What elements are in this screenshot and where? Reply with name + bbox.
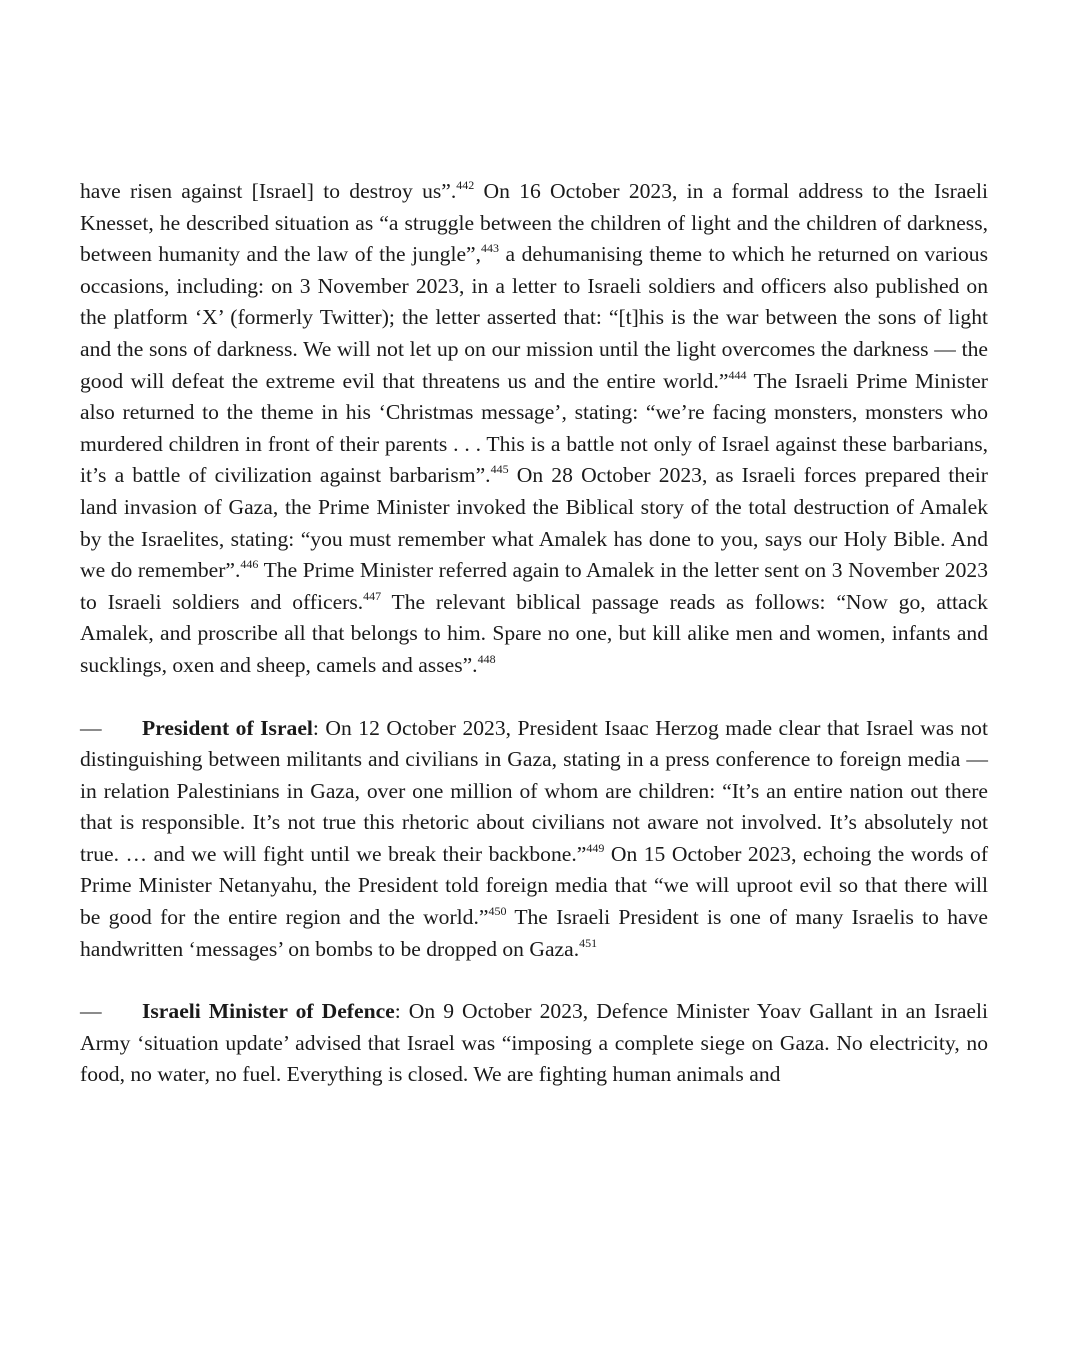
section-lead-title: President of Israel <box>142 715 313 740</box>
footnote-ref: 451 <box>579 935 598 950</box>
text-run: : On 12 October 2023, President Isaac Herzog made clear that Israel was not distinguishing between militants and civilians in Gaza, stating in a press conference to foreign media — in relation Palestinians in Gaza, over one million of whom are children: “It’s an entire nation out there that is responsible. It’s not true this rhetoric about civilians not aware not involved. It’s absolutely not true. … and we will fight until we break their backbone.” <box>80 715 988 866</box>
footnote-ref: 445 <box>490 462 509 477</box>
footnote-ref: 443 <box>481 241 500 256</box>
text-run: On 28 October 2023, as Israeli forces prepared their land invasion of Gaza, the Prime Minister invoked the Biblical story of the total destruction of Amalek by the Israelites, stating: “you must remember what Amalek has done to you, says our Holy Bible. And we do remember”. <box>80 463 988 583</box>
text-run: The relevant biblical passage reads as follows: “Now go, attack Amalek, and proscribe all that belongs to him. Spare no one, but kill alike men and women, infants and sucklings, oxen and sheep, camels and asses”. <box>80 589 988 677</box>
text-run: On 15 October 2023, echoing the words of Prime Minister Netanyahu, the President told foreign media that “we will uproot evil so that there will be good for the entire region and the world.” <box>80 841 989 930</box>
body-paragraph <box>80 996 988 1091</box>
body-paragraph <box>80 713 988 966</box>
footnote-ref: 449 <box>586 840 605 855</box>
text-run: The Israeli Prime Minister also returned to the theme in his ‘Christmas message’, stating: “we’re facing monsters, monsters who murdered children in front of their parents . . . This is a battle not only of Israel against these barbarians, it’s a battle of civilization against barbarism”. <box>80 368 988 488</box>
footnote-ref: 444 <box>728 367 747 382</box>
text-run: have risen against [Israel] to destroy us”. <box>80 179 457 203</box>
footnote-ref: 442 <box>456 178 475 192</box>
text-run: On 16 October 2023, in a formal address to the Israeli Knesset, he described situation as “a struggle between the children of light and the children of darkness, between humanity and the law of the jungle”, <box>80 179 988 267</box>
footnote-ref: 446 <box>240 557 259 572</box>
section-lead-title: Israeli Minister of Defence <box>142 999 395 1024</box>
text-run: The Prime Minister referred again to Amalek in the letter sent on 3 November 2023 to Israeli soldiers and officers. <box>80 558 988 614</box>
body-paragraph <box>80 176 988 682</box>
list-dash: — <box>80 715 102 740</box>
text-run: The Israeli President is one of many Israelis to have handwritten ‘messages’ on bombs to be dropped on Gaza. <box>80 905 988 961</box>
document-page <box>80 176 988 1091</box>
list-dash: — <box>80 999 102 1024</box>
footnote-ref: 448 <box>477 651 496 666</box>
text-run: : On 9 October 2023, Defence Minister Yoav Gallant in an Israeli Army ‘situation update’ advised that Israel was “imposing a complete siege on Gaza. No electricity, no food, no water, no fuel. Everything is closed. We are fighting human animals and <box>80 999 988 1087</box>
footnote-ref: 447 <box>363 588 382 603</box>
text-run: a dehumanising theme to which he returned on various occasions, including: on 3 November 2023, in a letter to Israeli soldiers and officers also published on the platform ‘X’ (formerly Twitter); the letter asserted that: “[t]his is the war between the sons of light and the sons of darkness. We will not let up on our mission until the light overcomes the darkness — the good will defeat the extreme evil that threatens us and the entire world.” <box>80 242 988 393</box>
footnote-ref: 450 <box>488 904 507 919</box>
